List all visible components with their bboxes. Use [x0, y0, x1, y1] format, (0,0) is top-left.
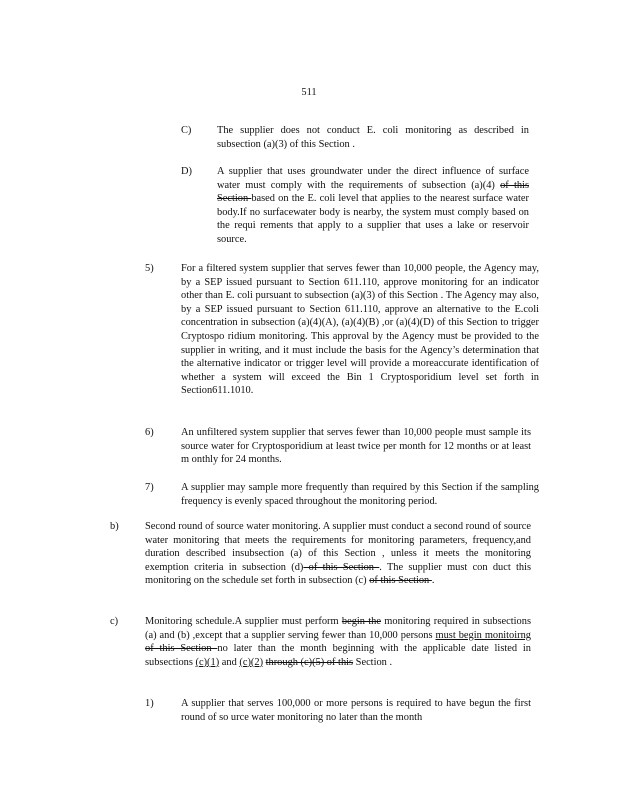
deleted-text: begin the: [341, 616, 381, 627]
text-segment: An unfiltered system supplier that serves fewer than 10,000 people must sample its source water for Cryptosporidium at least twice per month for 12 months or at least m onthly for 24 months.: [181, 427, 531, 466]
deleted-text: of this Section: [369, 575, 432, 587]
inserted-text: (c)(2): [239, 656, 264, 668]
text-segment: Section .: [353, 656, 393, 668]
item-text: [217, 124, 529, 151]
item-text: [181, 481, 539, 508]
text-segment: Second round of source water monitoring. A supplier must conduct a second round of source water monitoring that meets the requirements for monitoring parameters, frequency,and duration described insubsection (a) of this Section , unless it meets the monitoring exemption criteria in subsection (d): [145, 521, 531, 573]
text-segment: monitoring required in subsections (a) and (b) ,except that a supplier serving fewer than 10,000 persons: [145, 616, 531, 641]
item-text: [145, 520, 531, 588]
text-segment: Monitoring schedule.A supplier must perform: [145, 616, 342, 627]
deleted-text: through (c)(5) of this: [265, 656, 354, 668]
item-label: 5): [145, 263, 154, 274]
item-label: c): [110, 616, 119, 627]
item-text: [217, 165, 529, 247]
deleted-text: of this Section: [217, 179, 529, 205]
item-text: [181, 426, 531, 467]
text-segment: .: [431, 575, 435, 587]
item-text: [145, 615, 531, 669]
inserted-text: must begin monitoirng: [435, 629, 531, 641]
text-segment: A supplier that serves 100,000 or more persons is required to have begun the first round of so urce water monitoring no later than the month: [181, 698, 531, 723]
deleted-text: of this Section: [145, 643, 218, 655]
text-segment: no later than the month beginning with the applicable date listed in subsections: [145, 643, 531, 668]
text-segment: A supplier may sample more frequently than required by this Section if the sampling frequency is evenly spaced throughout the monitoring period.: [181, 482, 539, 507]
item-text: [181, 697, 531, 724]
item-label: 7): [145, 482, 154, 493]
text-segment: A supplier that uses groundwater under the direct influence of surface water must comply with the requirements of subsection (a)(4): [217, 166, 529, 191]
deleted-text: of this Section: [303, 561, 380, 573]
text-segment: The supplier does not conduct E. coli monitoring as described in subsection (a)(3) of this Section .: [217, 125, 529, 150]
text-segment: based on the E. coli level that applies to the nearest surface water body.If no surfacewater body is nearby, the system must comply based on the requi rements that apply to a supplier that uses a lake or reservoir source.: [217, 193, 529, 245]
text-segment: . The supplier must con duct this monitoring on the schedule set forth in subsection (c): [145, 561, 531, 587]
item-label: C): [181, 125, 192, 136]
page-number: 511: [301, 87, 317, 98]
text-segment: For a filtered system supplier that serves fewer than 10,000 people, the Agency may, by a SEP issued pursuant to Section 611.110, approve monitoring for an indicator other than E. coli pursuant to subsection (a)(3) of this Section . The Agency may also, by a SEP issued pursuant to Section 611.110, approve an alternative to the E.coli concentration in subsection (a)(4)(A), (a)(4)(B) ,or (a)(4)(D) of this Section to trigger Cryptospo ridium monitoring. This approval by the Agency must be provided to the supplier in writing, and it must include the basis for the Agency’s determination that the alternative indicator or trigger level will provide a moreaccurate identification of whether a system will exceed the Bin 1 Cryptosporidium level set forth in Section611.1010.: [181, 263, 539, 397]
text-segment: and: [219, 656, 240, 668]
item-label: 1): [145, 698, 154, 709]
item-label: 6): [145, 427, 154, 438]
item-label: D): [181, 166, 192, 177]
inserted-text: (c)(1): [195, 656, 220, 668]
item-label: b): [110, 521, 119, 532]
item-text: [181, 262, 539, 398]
